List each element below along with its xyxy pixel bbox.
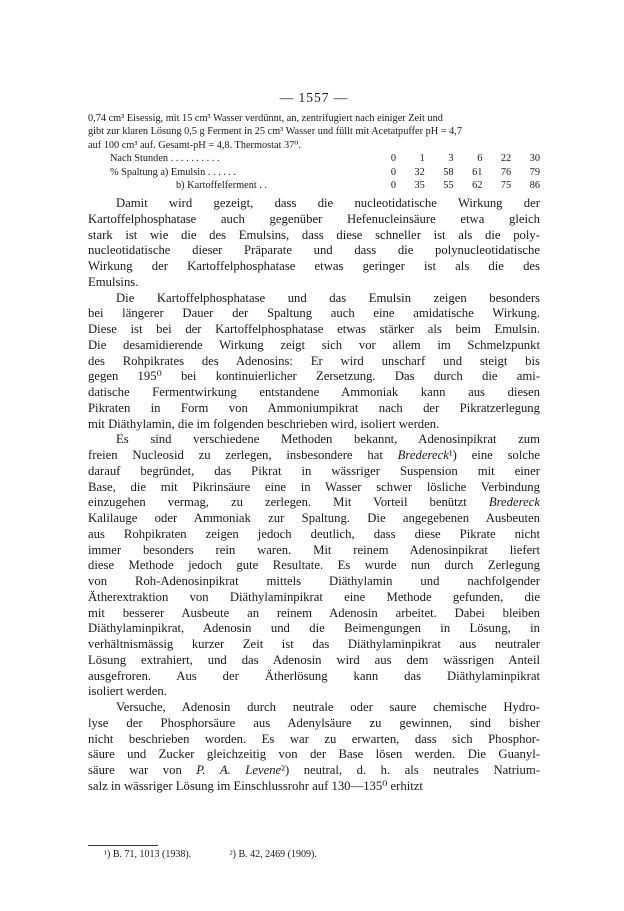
body-line: diese Methode jedoch gute Resultate. Es wurde nun durch Zerlegung [88, 558, 540, 573]
body-text [88, 196, 540, 795]
body-line: Versuche, Adenosin durch neutrale oder saure chemische Hydro- [116, 700, 540, 714]
table-cell: 0 [390, 180, 397, 192]
table-cell: 61 [472, 166, 483, 178]
body-line: einzugehen vermag, zu zerlegen. Mit Vorteil benützt Bredereck [88, 495, 540, 510]
body-line: Wirkung der Kartoffelphosphatase etwas geringer ist als die des [88, 259, 540, 273]
table-cell: 0 [390, 166, 397, 178]
experiment-line: auf 100 cm³ auf. Gesamt-pH = 4,8. Thermostat 37⁰. [88, 139, 302, 151]
table-cell: 76 [500, 166, 512, 178]
row-label: b) Kartoffelferment . . [176, 180, 268, 192]
body-line: Es sind verschiedene Methoden bekannt, Adenosinpikrat zum [116, 432, 540, 447]
body-line: säure und Zucker gleichzeitig von der Base lösen werden. Die Guanyl- [88, 747, 540, 762]
experiment-line: 0,74 cm³ Eisessig, mit 15 cm³ Wasser verdünnt, an, zentrifugiert nach einiger Zeit und [88, 113, 443, 124]
table-cell: 55 [443, 180, 454, 192]
body-line: Kartoffelphosphatase auch gegenüber Hefenucleinsäure etwa gleich [88, 211, 540, 226]
table-cell: 79 [529, 166, 540, 178]
body-line: Diese ist bei der Kartoffelphosphatase etwas stärker als beim Emulsin. [88, 322, 540, 336]
body-line: von Roh-Adenosinpikrat mittels Diäthylamin und nachfolgender [88, 574, 540, 588]
table-cell: 1 [419, 153, 425, 164]
body-line: bei längerer Dauer der Spaltung auch eine amidatische Wirkung. [88, 306, 540, 321]
body-line: säure war von P. A. Levene²) neutral, d. h. als neutrales Natrium- [88, 763, 540, 777]
body-line: Lösung extrahiert, und das Adenosin wird aus dem wässrigen Anteil [88, 652, 540, 667]
table-cell: 32 [414, 166, 425, 178]
body-line: immer besonders rein waren. Mit reinem Adenosinpikrat liefert [88, 542, 540, 557]
body-line: aus Rohpikraten zeigen jedoch deutlich, dass diese Pikrate nicht [88, 526, 540, 541]
body-line: datische Fermentwirkung entstandene Ammoniak kann aus diesen [88, 385, 540, 399]
table-cell: 58 [443, 166, 454, 178]
table-row [110, 166, 540, 180]
body-line: Die Kartoffelphosphatase und das Emulsin zeigen besonders [116, 290, 540, 305]
row-label: Nach Stunden . . . . . . . . . . [110, 153, 220, 164]
body-line: Diäthylaminpikrat, Adenosin und die Beimengungen in Lösung, in [88, 621, 540, 636]
body-line: mit Diäthylamin, die im folgenden beschrieben wird, isoliert werden. [88, 416, 440, 431]
body-line: gegen 195⁰ bei kontinuierlicher Zersetzung. Das durch die ami- [88, 369, 540, 384]
body-line: lyse der Phosphorsäure aus Adenylsäure zu gewinnen, sind bisher [88, 715, 540, 730]
footnote: ²) B. 42, 2469 (1909). [229, 849, 317, 860]
body-line: Pikraten in Form von Ammoniumpikrat nach der Pikratzerlegung [88, 400, 540, 415]
table-cell: 75 [500, 180, 512, 192]
body-line: Emulsins. [88, 274, 139, 289]
body-line: Base, die mit Pikrinsäure eine in Wasser schwer lösliche Verbindung [88, 479, 540, 494]
table-cell: 30 [529, 153, 540, 164]
row-label: % Spaltung a) Emulsin . . . . . . [110, 166, 237, 178]
table-cell: 0 [390, 153, 397, 164]
body-line: darauf begründet, das Pikrat in wässriger Suspension mit einer [88, 463, 540, 478]
body-line: ausgefroren. Aus der Ätherlösung kann das Diäthylaminpikrat [88, 668, 540, 683]
table-cell: 62 [472, 180, 483, 192]
body-line: mit besserer Ausbeute an reinem Adenosin arbeitet. Dabei bleiben [88, 605, 540, 620]
table-cell: 3 [448, 153, 454, 164]
footnote: ¹) B. 71, 1013 (1938). [104, 849, 192, 860]
table-cell: 22 [500, 153, 512, 164]
table-cell: 6 [477, 153, 483, 164]
body-line: isoliert werden. [88, 684, 167, 699]
body-line: Ätherextraktion von Diäthylaminpikrat eine Methode gefunden, die [88, 589, 540, 604]
body-line: stark ist wie die des Emulsins, dass diese schneller ist als die poly- [88, 227, 540, 242]
cleavage-table [110, 152, 540, 193]
body-line: nicht beschrieben worden. Es war zu erwarten, dass sich Phosphor- [88, 731, 540, 746]
table-row [110, 152, 540, 166]
body-line: freien Nucleosid zu zerlegen, insbesondere hat Bredereck¹) eine solche [88, 448, 541, 462]
table-cell: 86 [529, 180, 540, 192]
footnotes [104, 849, 353, 860]
body-line: nucleotidatische dieser Präparate und dass die polynucleotidatische [88, 243, 540, 258]
body-line: des Rohpikrates des Adenosins: Er wird unscharf und steigt bis [88, 353, 540, 368]
body-line: verhältnismässig kurzer Zeit ist das Diäthylaminpikrat aus neutraler [88, 637, 540, 651]
experiment-line: gibt zur klaren Lösung 0,5 g Ferment in 25 cm³ Wasser und füllt mit Acetatpuffer pH = 4,7 [88, 126, 463, 138]
table-row [110, 179, 540, 193]
page-number: — 1557 — [279, 90, 349, 105]
body-line: Kalilauge oder Ammoniak zur Spaltung. Die angegebenen Ausbeuten [88, 511, 540, 525]
table-cell: 35 [414, 180, 425, 192]
experiment-description [88, 112, 540, 152]
body-line: Damit wird gezeigt, dass die nucleotidatische Wirkung der [116, 196, 540, 210]
body-line: salz in wässriger Lösung im Einschlussrohr auf 130—135⁰ erhitzt [88, 778, 423, 793]
footnote-separator [88, 845, 158, 846]
body-line: Die desamidierende Wirkung zeigt sich vor allem im Schmelzpunkt [88, 337, 540, 352]
